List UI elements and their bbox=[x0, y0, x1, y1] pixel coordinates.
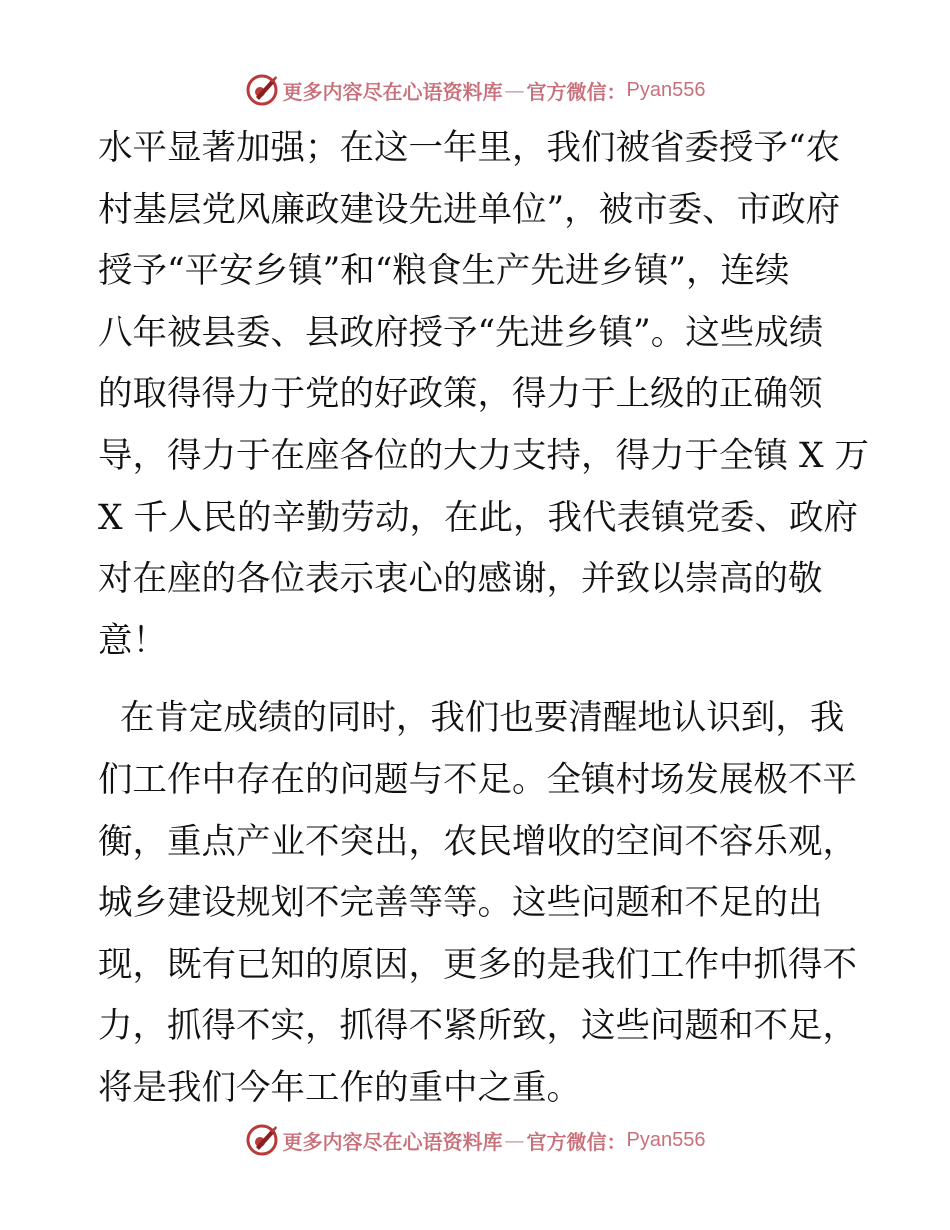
text-line: 导，得力于在座各位的大力支持，得力于全镇 X 万 bbox=[98, 435, 869, 476]
text-line: X 千人民的辛勤劳动，在此，我代表镇党委、政府 bbox=[98, 497, 859, 538]
text-line: 水平显著加强；在这一年里，我们被省委授予“农 bbox=[98, 128, 841, 168]
text-line: 八年被县委、县政府授予“先进乡镇”。这些成绩 bbox=[98, 312, 824, 353]
banner-brand-text: 更多内容尽在心语资料库 bbox=[282, 79, 503, 104]
header-banner bbox=[0, 70, 950, 110]
text-line: 将是我们今年工作的重中之重。 bbox=[98, 1067, 581, 1108]
footer-banner bbox=[0, 1120, 950, 1160]
banner-separator: — bbox=[504, 1128, 525, 1152]
banner-separator: — bbox=[504, 78, 525, 102]
text-line: 村基层党风廉政建设先进单位”，被市委、市政府 bbox=[98, 189, 841, 230]
text-line: 城乡建设规划不完善等等。这些问题和不足的出 bbox=[98, 883, 823, 924]
text-line: 衡，重点产业不突出，农民增收的空间不容乐观， bbox=[98, 821, 857, 862]
text-line: 的取得得力于党的好政策，得力于上级的正确领 bbox=[98, 374, 823, 415]
document-body bbox=[98, 118, 869, 1120]
text-line: 对在座的各位表示衷心的感谢，并致以崇高的敬 bbox=[98, 559, 823, 600]
banner-wechat-account: Pyan556 bbox=[626, 78, 706, 101]
text-line: 授予“平安乡镇”和“粮食生产先进乡镇”，连续 bbox=[98, 251, 790, 292]
text-line: 意！ bbox=[98, 620, 167, 661]
text-line: 们工作中存在的问题与不足。全镇村场发展极不平 bbox=[98, 759, 857, 800]
quill-pen-logo-icon bbox=[245, 1123, 279, 1157]
banner-wechat-label: 官方微信： bbox=[526, 1129, 627, 1154]
paragraph-2 bbox=[98, 688, 858, 1119]
text-line: 在肯定成绩的同时，我们也要清醒地认识到，我 bbox=[98, 698, 845, 739]
text-line: 力，抓得不实，抓得不紧所致，这些问题和不足， bbox=[98, 1006, 857, 1047]
paragraph-1 bbox=[98, 118, 869, 672]
quill-pen-logo-icon bbox=[245, 73, 279, 107]
banner-brand-text: 更多内容尽在心语资料库 bbox=[282, 1129, 503, 1154]
paragraph-gap bbox=[98, 672, 858, 688]
banner-wechat-account: Pyan556 bbox=[626, 1128, 706, 1151]
banner-wechat-label: 官方微信： bbox=[526, 79, 627, 104]
text-line: 现，既有已知的原因，更多的是我们工作中抓得不 bbox=[98, 944, 857, 985]
